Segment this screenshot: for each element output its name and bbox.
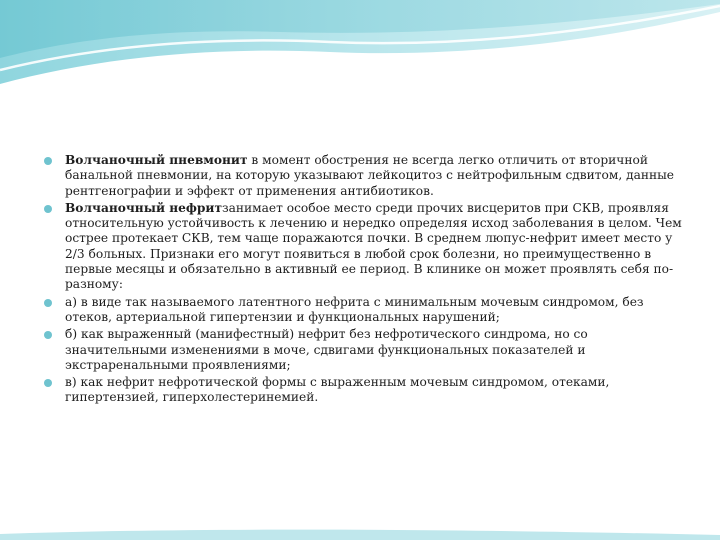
- round-bullet-icon: [44, 157, 52, 165]
- bullet-text: в) как нефрит нефротической формы с выраженным мочевым синдромом, отеками, гипертензией, гиперхолестеринемией.: [65, 375, 610, 405]
- round-bullet-icon: [44, 205, 52, 213]
- bullet-list: [44, 153, 684, 406]
- slide-content: [44, 153, 684, 408]
- bullet-text: в момент обострения не всегда легко отличить от вторичной банальной пневмонии, на которую указывают лейкоцитоз с нейтрофильным сдвитом, данные рентгенографии и эффект от применения антибиотиков.: [65, 153, 674, 198]
- bullet-item: [44, 201, 684, 293]
- bullet-item: [44, 295, 684, 326]
- round-bullet-icon: [44, 299, 52, 307]
- round-bullet-icon: [44, 331, 52, 339]
- bullet-text: занимает особое место среди прочих висцеритов при СКВ, проявляя относительную устойчивость к лечению и нередко определяя исход заболевания в целом. Чем острее протекает СКВ, тем чаще поражаются почки. В среднем люпус-нефрит имеет место у 2/3 больных. Признаки его могут появиться в любой срок болезни, но преимущественно в первые месяцы и обязательно в активный ее период. В клинике он может проявлять себя по-разному:: [65, 200, 682, 292]
- bullet-item: [44, 375, 684, 406]
- bullet-item: [44, 327, 684, 373]
- bullet-text: б) как выраженный (манифестный) нефрит без нефротического синдрома, но со значительными изменениями в моче, сдвигами функциональных показателей и экстраренальными проявлениями;: [65, 327, 588, 372]
- bottom-wave-decoration: [0, 526, 720, 540]
- bullet-term: Волчаночный пневмонит: [65, 153, 248, 167]
- top-wave-decoration: [0, 0, 720, 90]
- bullet-item: [44, 153, 684, 199]
- bullet-term: Волчаночный нефрит: [65, 200, 223, 215]
- round-bullet-icon: [44, 379, 52, 387]
- bullet-text: а) в виде так называемого латентного нефрита с минимальным мочевым синдромом, без отеков, артериальной гипертензии и функциональных нарушений;: [65, 294, 644, 324]
